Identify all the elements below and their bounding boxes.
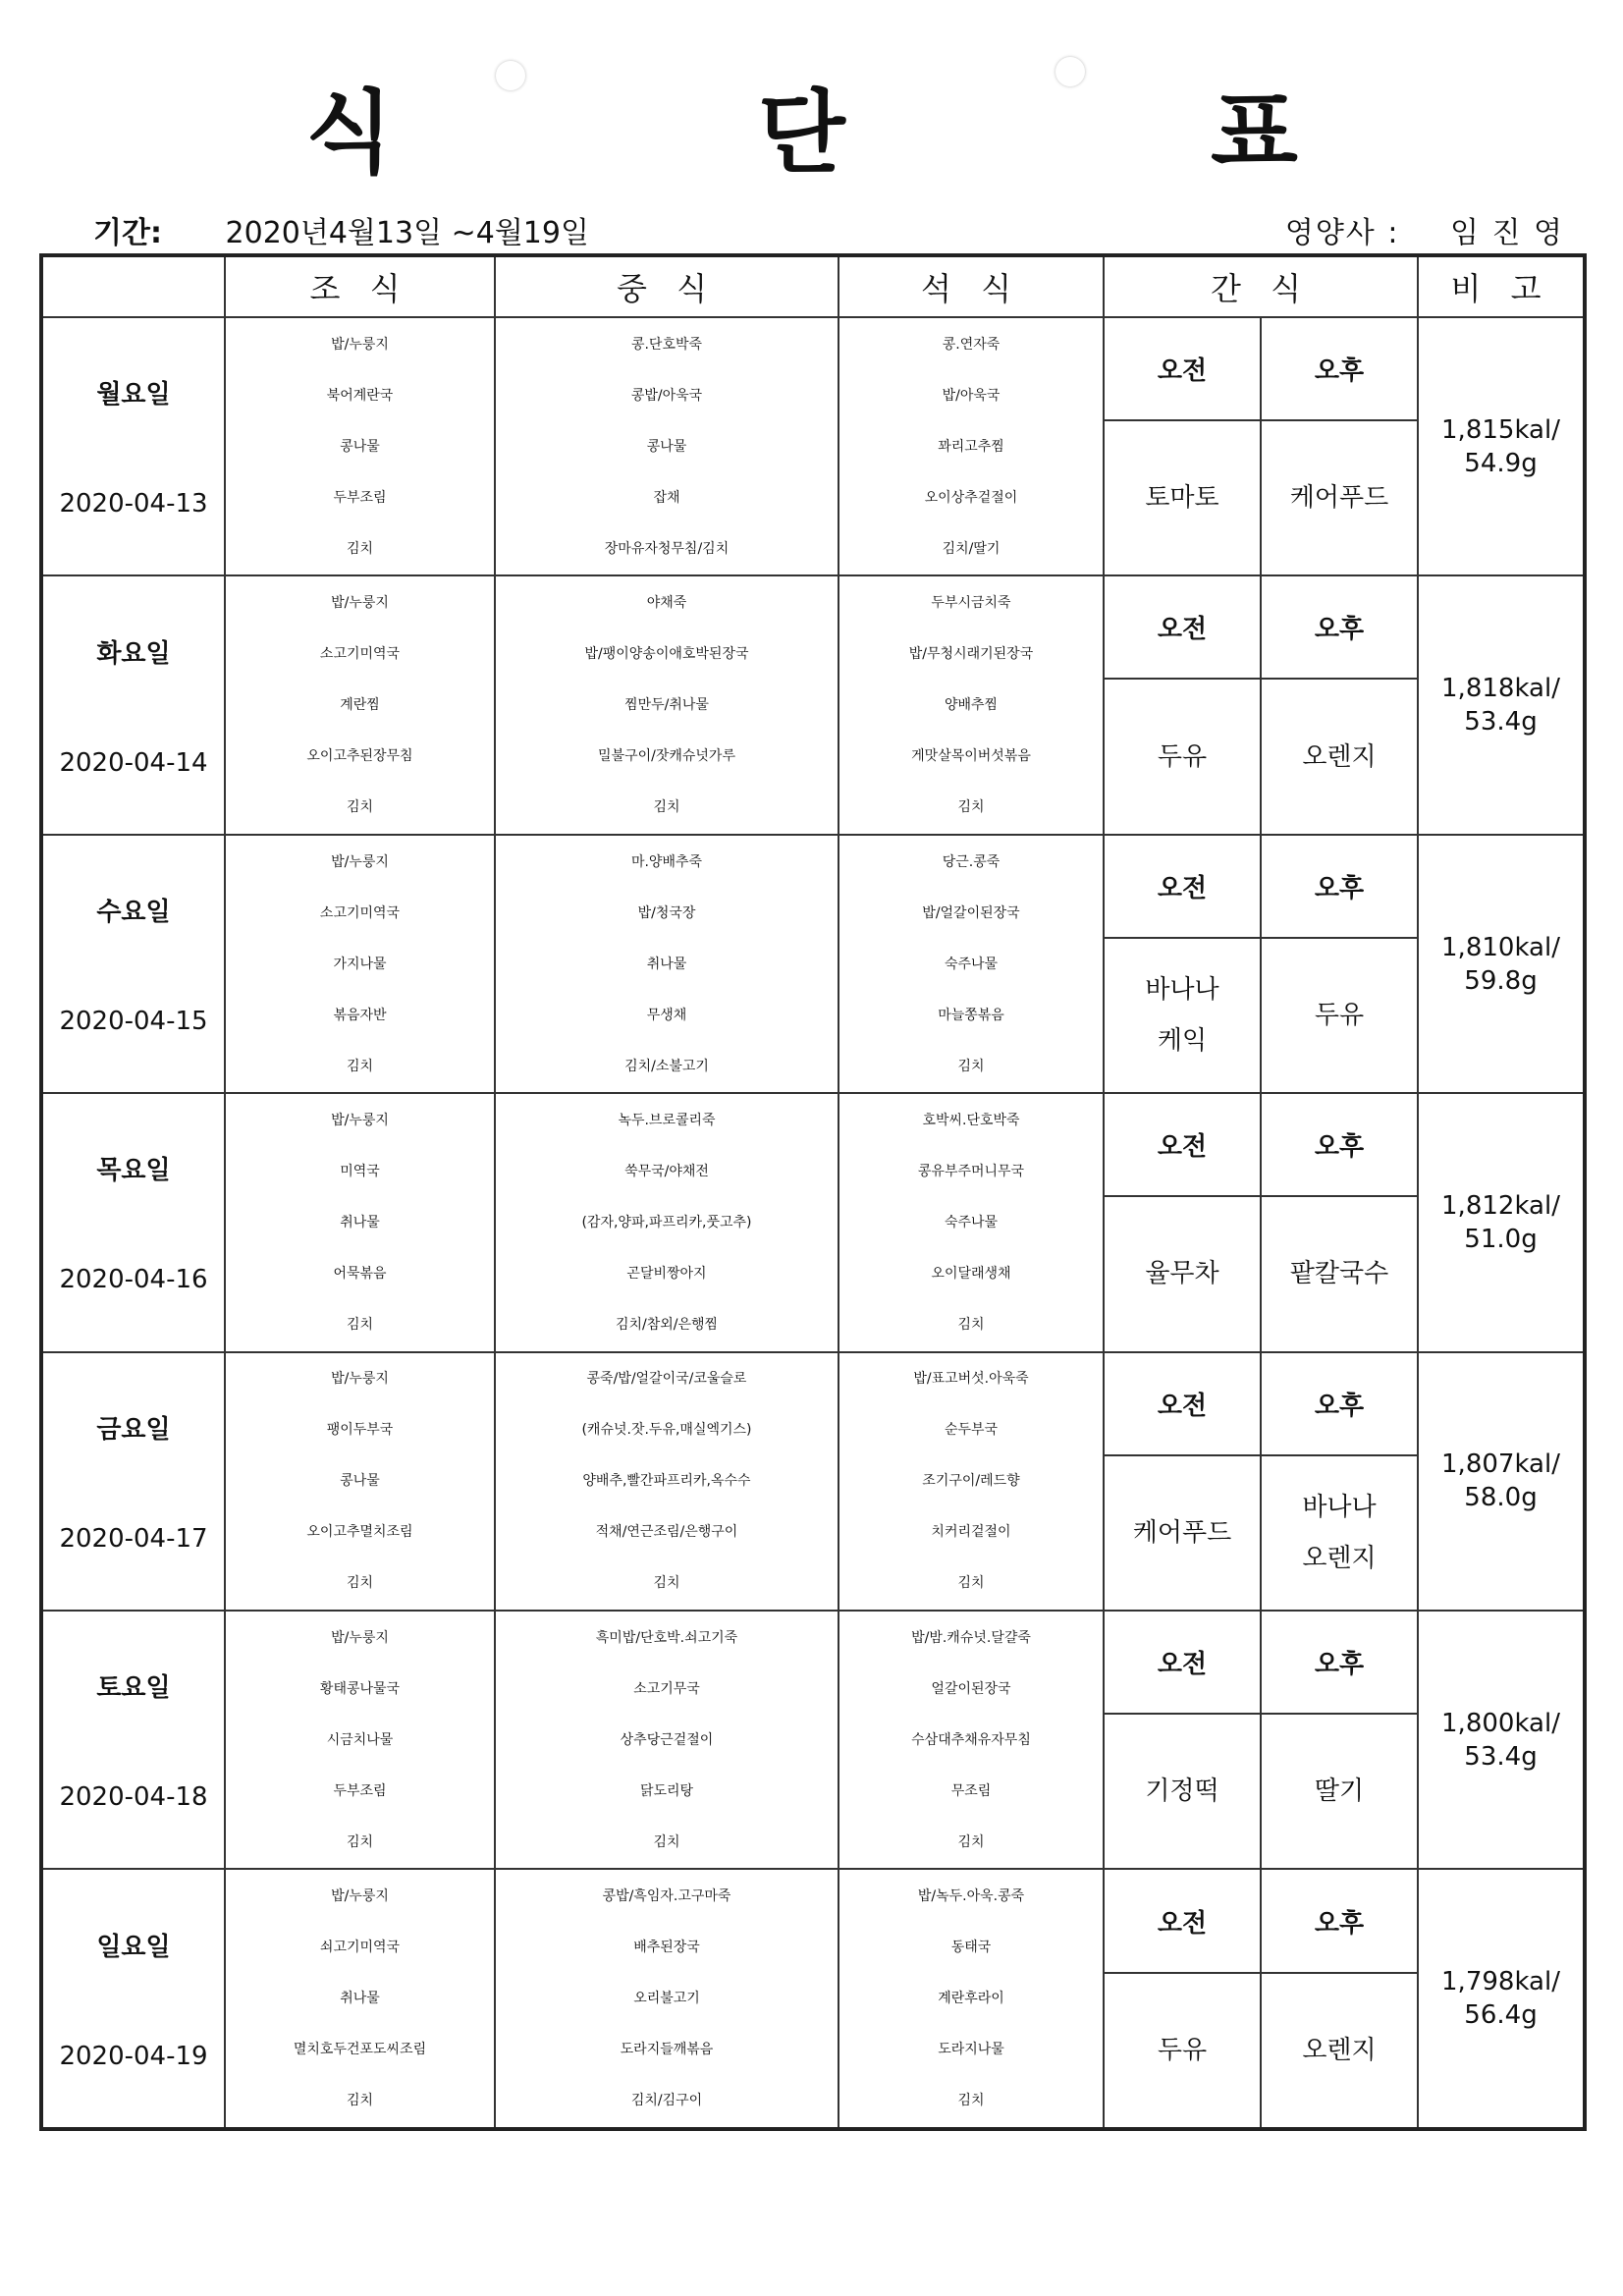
note-cell <box>1418 835 1585 1093</box>
dinner-item: 치커리겉절이 <box>931 1524 1011 1541</box>
day-cell <box>41 317 225 575</box>
snack-pm-value: 두유 <box>1261 938 1418 1093</box>
day-cell <box>41 1611 225 1869</box>
lunch-item: 김치/소불고기 <box>624 1058 709 1074</box>
note-protein: 53.4g <box>1464 707 1538 738</box>
breakfast-item: 밥/누룽지 <box>331 1371 389 1388</box>
dinner-cell <box>839 1869 1104 2129</box>
lunch-item: 김치/참외/은행찜 <box>615 1316 719 1333</box>
breakfast-item: 김치 <box>346 2093 374 2109</box>
note-cell <box>1418 1352 1585 1611</box>
note-cell <box>1418 575 1585 834</box>
breakfast-item: 쇠고기미역국 <box>319 1940 401 1956</box>
snack-pm-label: 오후 <box>1261 835 1418 938</box>
lunch-item: 흑미밥/단호박.쇠고기죽 <box>595 1629 738 1646</box>
snack-am-value: 기정떡 <box>1104 1714 1261 1869</box>
dinner-item: 무조림 <box>950 1782 992 1799</box>
day-date: 2020-04-15 <box>59 1007 208 1037</box>
day-row <box>41 1869 1585 1972</box>
lunch-item: 밥/팽이양송이애호박된장국 <box>584 646 749 663</box>
page-title: 식 단 표 <box>305 81 1465 186</box>
lunch-item: 콩밥/아욱국 <box>630 387 703 404</box>
breakfast-item: 볶음자반 <box>333 1007 387 1023</box>
lunch-item: 밥/청국장 <box>637 904 696 921</box>
breakfast-cell <box>225 1352 495 1611</box>
dinner-item: 도라지나물 <box>938 2042 1004 2058</box>
day-row <box>41 1093 1585 1196</box>
day-cell <box>41 575 225 834</box>
breakfast-item: 미역국 <box>340 1163 380 1179</box>
breakfast-item: 오이고추된장무침 <box>306 748 413 765</box>
snack-am-label: 오전 <box>1104 575 1261 679</box>
day-row <box>41 1611 1585 1714</box>
day-row <box>41 575 1585 679</box>
dinner-cell <box>839 1611 1104 1869</box>
day-row <box>41 1352 1585 1455</box>
lunch-item: 닭도리탕 <box>639 1782 694 1799</box>
snack-pm-value: 바나나 오렌지 <box>1261 1455 1418 1611</box>
breakfast-item: 콩나물 <box>340 438 380 455</box>
breakfast-item: 멸치호두건포도씨조림 <box>293 2042 427 2058</box>
breakfast-item: 계란찜 <box>340 697 380 714</box>
breakfast-item: 북어계란국 <box>326 387 394 404</box>
snack-am-value: 토마토 <box>1104 420 1261 575</box>
breakfast-item: 취나물 <box>340 1991 380 2007</box>
day-date: 2020-04-13 <box>59 489 208 519</box>
lunch-item: 야채죽 <box>646 595 687 612</box>
day-date: 2020-04-19 <box>59 2041 208 2071</box>
snack-am-value: 율무차 <box>1104 1196 1261 1351</box>
dinner-item: 양배추찜 <box>944 697 999 714</box>
snack-am-label: 오전 <box>1104 1352 1261 1455</box>
dinner-item: 김치 <box>957 1058 985 1074</box>
dinner-item: 마늘쫑볶음 <box>938 1007 1004 1023</box>
lunch-cell <box>495 1352 839 1611</box>
snack-am-label: 오전 <box>1104 835 1261 938</box>
dinner-item: 오이달래생채 <box>931 1265 1011 1282</box>
dinner-item: 순두부국 <box>944 1422 999 1439</box>
breakfast-item: 어묵볶음 <box>333 1265 387 1282</box>
dinner-cell <box>839 1352 1104 1611</box>
dinner-item: 수삼대추채유자무침 <box>911 1731 1031 1748</box>
day-name: 금요일 <box>96 1414 171 1445</box>
lunch-item: 김치 <box>653 1575 680 1592</box>
day-name: 월요일 <box>96 380 171 410</box>
dinner-item: 조기구이/레드향 <box>922 1473 1020 1490</box>
dinner-item: 콩.연자죽 <box>942 336 1001 353</box>
note-cell <box>1418 1869 1585 2129</box>
dinner-item: 밥/아욱국 <box>942 387 1001 404</box>
lunch-item: 취나물 <box>646 956 687 972</box>
dietitian-name: 임 진 영 <box>1449 216 1564 250</box>
day-cell <box>41 1869 225 2129</box>
header-breakfast: 조 식 <box>225 255 495 317</box>
lunch-item: 무생채 <box>646 1007 687 1023</box>
note-cell <box>1418 1611 1585 1869</box>
dinner-item: 오이상추겉절이 <box>924 489 1018 506</box>
lunch-cell <box>495 835 839 1093</box>
lunch-cell <box>495 1611 839 1869</box>
breakfast-item: 시금치나물 <box>326 1731 394 1748</box>
lunch-item: (감자,양파,파프리카,풋고추) <box>581 1214 752 1230</box>
breakfast-item: 김치 <box>346 540 374 557</box>
snack-pm-label: 오후 <box>1261 1611 1418 1714</box>
breakfast-cell <box>225 1611 495 1869</box>
header-dinner: 석 식 <box>839 255 1104 317</box>
breakfast-item: 오이고추멸치조림 <box>306 1524 413 1541</box>
breakfast-item: 김치 <box>346 1058 374 1074</box>
lunch-item: (캐슈넛.잣.두유,매실엑기스) <box>581 1422 752 1439</box>
lunch-item: 찜만두/취나물 <box>624 697 709 714</box>
dinner-cell <box>839 317 1104 575</box>
note-protein: 51.0g <box>1464 1224 1538 1254</box>
note-cell <box>1418 1093 1585 1351</box>
lunch-item: 밀불구이/잣캐슈넛가루 <box>598 748 735 765</box>
lunch-item: 김치/김구이 <box>630 2093 703 2109</box>
lunch-item: 곤달비짱아지 <box>626 1265 707 1282</box>
dinner-item: 김치/딸기 <box>942 540 1001 557</box>
dinner-item: 밥/표고버섯.아욱죽 <box>913 1371 1029 1388</box>
period-info <box>93 208 589 251</box>
header-lunch: 중 식 <box>495 255 839 317</box>
snack-pm-value: 딸기 <box>1261 1714 1418 1869</box>
lunch-item: 배추된장국 <box>633 1940 700 1956</box>
lunch-item: 김치 <box>653 799 680 816</box>
breakfast-item: 김치 <box>346 1575 374 1592</box>
breakfast-cell <box>225 317 495 575</box>
note-protein: 59.8g <box>1464 965 1538 996</box>
snack-am-label: 오전 <box>1104 1093 1261 1196</box>
dinner-cell <box>839 835 1104 1093</box>
day-name: 목요일 <box>96 1156 171 1186</box>
breakfast-item: 밥/누룽지 <box>331 595 389 612</box>
period-value: 2020년4월13일 ~4월19일 <box>225 216 589 250</box>
note-kcal: 1,810kal/ <box>1441 932 1560 962</box>
header-note: 비 고 <box>1418 255 1585 317</box>
dinner-cell <box>839 575 1104 834</box>
day-name: 일요일 <box>96 1932 171 1962</box>
note-kcal: 1,800kal/ <box>1441 1708 1560 1738</box>
note-protein: 53.4g <box>1464 1741 1538 1772</box>
note-protein: 54.9g <box>1464 448 1538 478</box>
dinner-cell <box>839 1093 1104 1351</box>
day-date: 2020-04-16 <box>59 1265 208 1295</box>
snack-pm-label: 오후 <box>1261 1869 1418 1972</box>
dinner-item: 숙주나물 <box>944 1214 999 1230</box>
day-date: 2020-04-17 <box>59 1523 208 1554</box>
breakfast-item: 김치 <box>346 799 374 816</box>
lunch-item: 콩.단호박죽 <box>630 336 703 353</box>
day-name: 토요일 <box>96 1673 171 1704</box>
dinner-item: 김치 <box>957 799 985 816</box>
dinner-item: 밥/무청시래기된장국 <box>908 646 1034 663</box>
note-kcal: 1,818kal/ <box>1441 674 1560 704</box>
header-day <box>41 255 225 317</box>
snack-pm-label: 오후 <box>1261 1352 1418 1455</box>
snack-pm-label: 오후 <box>1261 317 1418 420</box>
dinner-item: 밥/녹두.아욱.콩죽 <box>917 1888 1025 1905</box>
lunch-cell <box>495 1869 839 2129</box>
dinner-item: 계란후라이 <box>938 1991 1004 2007</box>
snack-am-value: 두유 <box>1104 679 1261 834</box>
day-date: 2020-04-18 <box>59 1782 208 1813</box>
lunch-item: 콩밥/흑임자.고구마죽 <box>602 1888 731 1905</box>
note-kcal: 1,815kal/ <box>1441 414 1560 445</box>
note-cell <box>1418 317 1585 575</box>
dinner-item: 김치 <box>957 1575 985 1592</box>
breakfast-cell <box>225 575 495 834</box>
dinner-item: 밥/밤.캐슈넛.달걀죽 <box>911 1629 1031 1646</box>
lunch-cell <box>495 317 839 575</box>
lunch-item: 양배추,빨간파프리카,옥수수 <box>582 1473 751 1490</box>
dinner-item: 김치 <box>957 1833 985 1850</box>
breakfast-cell <box>225 1869 495 2129</box>
dinner-item: 숙주나물 <box>944 956 999 972</box>
breakfast-item: 소고기미역국 <box>319 646 401 663</box>
meal-table <box>39 253 1587 2131</box>
breakfast-item: 두부조림 <box>333 489 387 506</box>
lunch-cell <box>495 1093 839 1351</box>
lunch-item: 마.양배추죽 <box>630 853 703 870</box>
note-protein: 56.4g <box>1464 2000 1538 2031</box>
day-cell <box>41 1093 225 1351</box>
snack-am-value: 두유 <box>1104 1973 1261 2129</box>
snack-am-label: 오전 <box>1104 317 1261 420</box>
breakfast-item: 가지나물 <box>333 956 387 972</box>
snack-pm-value: 오렌지 <box>1261 1973 1418 2129</box>
day-cell <box>41 835 225 1093</box>
dinner-item: 얼갈이된장국 <box>931 1680 1011 1697</box>
dinner-item: 호박씨.단호박죽 <box>922 1112 1020 1128</box>
lunch-item: 도라지들깨볶음 <box>620 2042 714 2058</box>
breakfast-item: 황태콩나물국 <box>319 1680 401 1697</box>
breakfast-item: 밥/누룽지 <box>331 336 389 353</box>
lunch-item: 김치 <box>653 1833 680 1850</box>
snack-pm-label: 오후 <box>1261 575 1418 679</box>
breakfast-item: 밥/누룽지 <box>331 853 389 870</box>
dinner-item: 게맛살목이버섯볶음 <box>911 748 1031 765</box>
note-kcal: 1,798kal/ <box>1441 1967 1560 1997</box>
snack-am-label: 오전 <box>1104 1869 1261 1972</box>
dinner-item: 밥/얼갈이된장국 <box>922 904 1020 921</box>
snack-am-label: 오전 <box>1104 1611 1261 1714</box>
dinner-item: 김치 <box>957 2093 985 2109</box>
snack-am-value: 바나나 케익 <box>1104 938 1261 1093</box>
lunch-item: 소고기무국 <box>633 1680 700 1697</box>
lunch-item: 잡채 <box>653 489 680 506</box>
breakfast-item: 김치 <box>346 1833 374 1850</box>
breakfast-cell <box>225 1093 495 1351</box>
breakfast-item: 소고기미역국 <box>319 904 401 921</box>
snack-pm-value: 오렌지 <box>1261 679 1418 834</box>
header-row <box>41 255 1585 317</box>
dietitian-label: 영양사 : <box>1284 216 1400 250</box>
lunch-item: 장마유자청무침/김치 <box>604 540 730 557</box>
dinner-item: 당근.콩죽 <box>942 853 1001 870</box>
day-row <box>41 317 1585 420</box>
note-protein: 58.0g <box>1464 1483 1538 1513</box>
day-name: 화요일 <box>96 638 171 669</box>
day-date: 2020-04-14 <box>59 747 208 778</box>
snack-pm-value: 팥칼국수 <box>1261 1196 1418 1351</box>
snack-am-value: 케어푸드 <box>1104 1455 1261 1611</box>
breakfast-cell <box>225 835 495 1093</box>
breakfast-item: 밥/누룽지 <box>331 1888 389 1905</box>
lunch-item: 적채/연근조림/은행구이 <box>595 1524 738 1541</box>
note-kcal: 1,812kal/ <box>1441 1190 1560 1221</box>
lunch-item: 오리불고기 <box>633 1991 700 2007</box>
dinner-item: 동태국 <box>950 1940 992 1956</box>
header-snack: 간 식 <box>1104 255 1418 317</box>
snack-pm-label: 오후 <box>1261 1093 1418 1196</box>
period-label: 기간: <box>93 216 162 250</box>
lunch-item: 쑥무국/야채전 <box>624 1163 709 1179</box>
lunch-item: 콩나물 <box>646 438 687 455</box>
snack-pm-value: 케어푸드 <box>1261 420 1418 575</box>
dinner-item: 콩유부주머니무국 <box>917 1163 1025 1179</box>
breakfast-item: 취나물 <box>340 1214 380 1230</box>
breakfast-item: 콩나물 <box>340 1473 380 1490</box>
dinner-item: 꽈리고추찜 <box>938 438 1004 455</box>
lunch-item: 상추당근겉절이 <box>620 1731 714 1748</box>
breakfast-item: 김치 <box>346 1316 374 1333</box>
day-name: 수요일 <box>96 898 171 928</box>
dietitian-info <box>1285 208 1564 251</box>
lunch-item: 콩죽/밥/얼갈이국/코울슬로 <box>586 1371 747 1388</box>
breakfast-item: 밥/누룽지 <box>331 1629 389 1646</box>
note-kcal: 1,807kal/ <box>1441 1449 1560 1480</box>
lunch-item: 녹두.브로콜리죽 <box>618 1112 716 1128</box>
day-cell <box>41 1352 225 1611</box>
breakfast-item: 밥/누룽지 <box>331 1112 389 1128</box>
dinner-item: 김치 <box>957 1316 985 1333</box>
breakfast-item: 팽이두부국 <box>326 1422 394 1439</box>
day-row <box>41 835 1585 938</box>
dinner-item: 두부시금치죽 <box>931 595 1011 612</box>
lunch-cell <box>495 575 839 834</box>
breakfast-item: 두부조림 <box>333 1782 387 1799</box>
